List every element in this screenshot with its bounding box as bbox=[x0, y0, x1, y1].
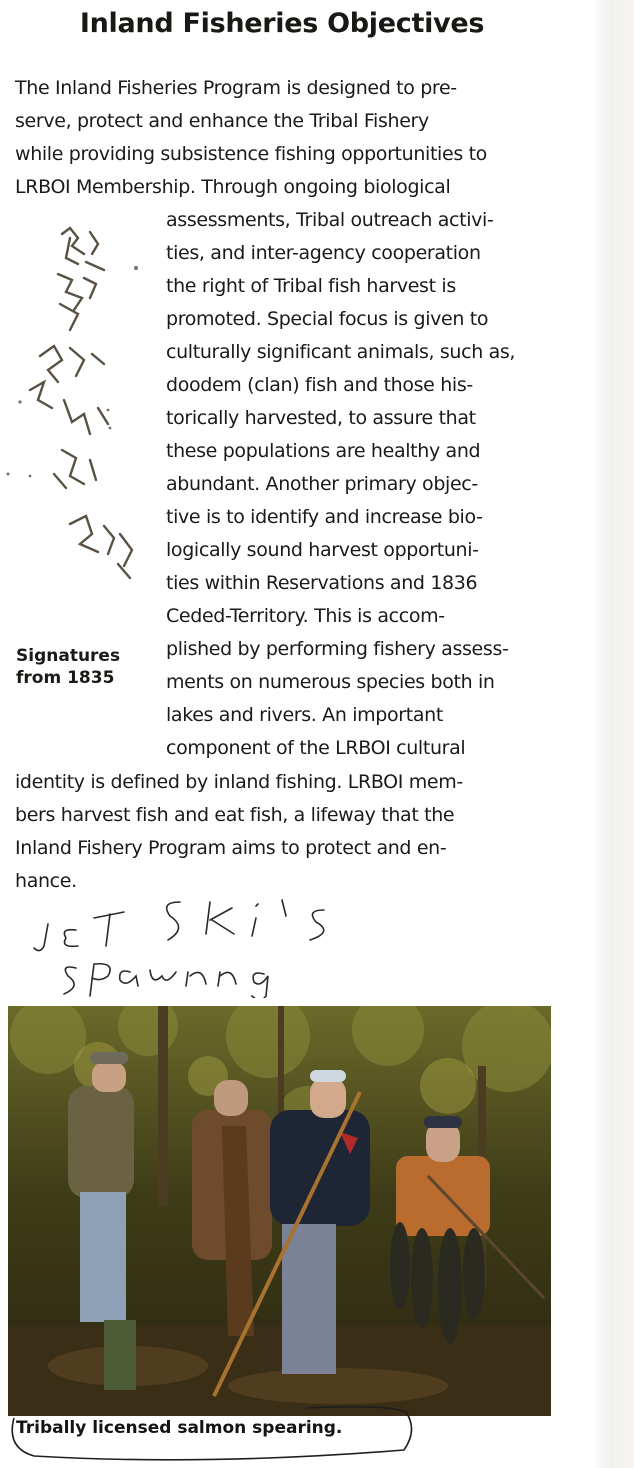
paragraph-line: culturally significant animals, such as, bbox=[166, 341, 516, 363]
paragraph-line: Inland Fishery Program aims to protect and en- bbox=[15, 837, 447, 859]
paragraph-line: lakes and rivers. An important bbox=[166, 704, 443, 726]
paragraph-line: doodem (clan) fish and those his- bbox=[166, 374, 473, 396]
paragraph-line: the right of Tribal fish harvest is bbox=[166, 275, 456, 297]
signatures-image bbox=[0, 214, 160, 594]
closing-paragraph bbox=[15, 766, 463, 898]
caption-line: from 1835 bbox=[16, 668, 115, 688]
paragraph-line: these populations are healthy and bbox=[166, 440, 481, 462]
paragraph-line: Ceded-Territory. This is accom- bbox=[166, 605, 445, 627]
paragraph-line: LRBOI Membership. Through ongoing biological bbox=[15, 176, 451, 198]
caption-line: Signatures bbox=[16, 646, 121, 666]
paragraph-line: ties within Reservations and 1836 bbox=[166, 572, 478, 594]
paragraph-line: ties, and inter-agency cooperation bbox=[166, 242, 481, 264]
paragraph-line: bers harvest fish and eat fish, a lifeway that the bbox=[15, 804, 455, 826]
paragraph-line: component of the LRBOI cultural bbox=[166, 737, 466, 759]
intro-paragraph bbox=[15, 72, 487, 204]
paragraph-line: torically harvested, to assure that bbox=[166, 407, 476, 429]
handwritten-note bbox=[20, 888, 360, 998]
paragraph-line: hance. bbox=[15, 870, 77, 892]
paragraph-line: tive is to identify and increase bio- bbox=[166, 506, 483, 528]
wrapped-paragraph bbox=[166, 204, 515, 765]
paragraph-line: serve, protect and enhance the Tribal Fishery bbox=[15, 110, 429, 132]
page-title: Inland Fisheries Objectives bbox=[79, 8, 485, 39]
paragraph-line: assessments, Tribal outreach activi- bbox=[166, 209, 494, 231]
page-edge-shadow bbox=[596, 0, 634, 1468]
salmon-spearing-photo bbox=[8, 1006, 551, 1416]
paragraph-line: logically sound harvest opportuni- bbox=[166, 539, 479, 561]
paragraph-line: promoted. Special focus is given to bbox=[166, 308, 489, 330]
paragraph-line: The Inland Fisheries Program is designed to pre- bbox=[15, 77, 457, 99]
signatures-caption bbox=[16, 645, 120, 689]
paragraph-line: identity is defined by inland fishing. LRBOI mem- bbox=[15, 771, 463, 793]
paragraph-line: ments on numerous species both in bbox=[166, 671, 495, 693]
paragraph-line: plished by performing fishery assess- bbox=[166, 638, 509, 660]
photo-caption: Tribally licensed salmon spearing. bbox=[16, 1418, 343, 1438]
paragraph-line: while providing subsistence fishing opportunities to bbox=[15, 143, 487, 165]
paragraph-line: abundant. Another primary objec- bbox=[166, 473, 478, 495]
